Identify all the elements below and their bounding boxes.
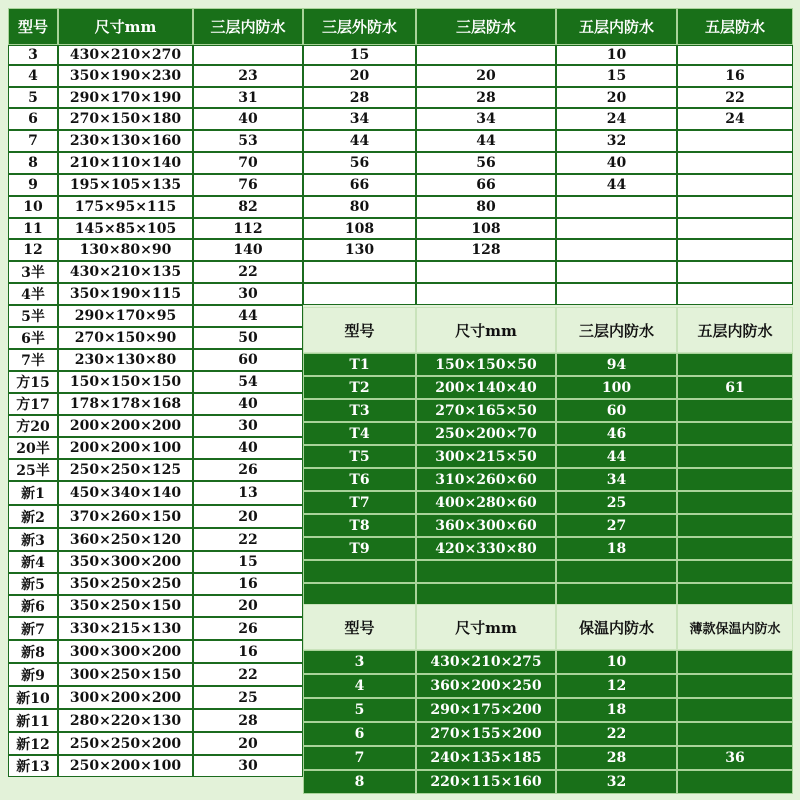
- main-cell-five-layer: [677, 174, 793, 196]
- main-cell-size: 350×190×230: [58, 65, 193, 87]
- main-cell-size: 330×215×130: [58, 617, 193, 640]
- main-cell-model: 新3: [8, 528, 58, 551]
- main-cell-size: 290×170×190: [58, 87, 193, 108]
- main-cell-model: 5半: [8, 305, 58, 327]
- main-cell-three-layer-inner: 30: [193, 415, 303, 437]
- t-table-cell-size: 400×280×60: [416, 491, 556, 514]
- main-cell-three-layer-inner: 44: [193, 305, 303, 327]
- insulated-table-cell-model: 5: [303, 698, 416, 722]
- main-cell-three-layer-outer: [303, 283, 416, 305]
- main-cell-five-layer-inner: [556, 196, 677, 218]
- main-cell-five-layer-inner: [556, 283, 677, 305]
- t-table-header-col-3: 三层内防水: [556, 307, 677, 353]
- t-table-filler-cell: [677, 560, 793, 583]
- insulated-table-cell-size: 360×200×250: [416, 674, 556, 698]
- t-table-cell-col-3: 27: [556, 514, 677, 537]
- insulated-table-header-model: 型号: [303, 604, 416, 650]
- main-cell-three-layer-inner: 53: [193, 130, 303, 152]
- main-cell-three-layer-inner: 70: [193, 152, 303, 174]
- t-table-filler-cell: [677, 583, 793, 606]
- insulated-table-cell-col-3: 12: [556, 674, 677, 698]
- main-cell-model: 9: [8, 174, 58, 196]
- main-cell-size: 270×150×90: [58, 327, 193, 349]
- main-cell-model: 新5: [8, 573, 58, 595]
- main-cell-size: 290×170×95: [58, 305, 193, 327]
- main-cell-five-layer: 22: [677, 87, 793, 108]
- t-table-cell-col-3: 60: [556, 399, 677, 422]
- main-cell-model: 5: [8, 87, 58, 108]
- main-cell-three-layer-inner: 15: [193, 551, 303, 573]
- main-cell-model: 新11: [8, 709, 58, 732]
- t-table-cell-col-3: 44: [556, 445, 677, 468]
- t-table-cell-col-3: 34: [556, 468, 677, 491]
- main-cell-size: 450×340×140: [58, 481, 193, 505]
- main-header-three-layer-outer: 三层外防水: [303, 8, 416, 45]
- main-cell-model: 6半: [8, 327, 58, 349]
- t-table-cell-size: 420×330×80: [416, 537, 556, 560]
- t-table-filler-cell: [416, 583, 556, 606]
- main-cell-size: 350×300×200: [58, 551, 193, 573]
- main-cell-model: 6: [8, 108, 58, 130]
- main-header-model: 型号: [8, 8, 58, 45]
- insulated-table-cell-col-3: 10: [556, 650, 677, 674]
- t-table-cell-model: T5: [303, 445, 416, 468]
- main-cell-three-layer-inner: 40: [193, 437, 303, 459]
- t-table-cell-col-3: 94: [556, 353, 677, 376]
- main-cell-five-layer: [677, 130, 793, 152]
- t-table-filler-cell: [556, 560, 677, 583]
- t-table-cell-col-4: 61: [677, 376, 793, 399]
- main-cell-size: 350×250×150: [58, 595, 193, 617]
- main-cell-five-layer: [677, 45, 793, 65]
- main-cell-size: 270×150×180: [58, 108, 193, 130]
- main-cell-five-layer: 16: [677, 65, 793, 87]
- insulated-table-cell-size: 270×155×200: [416, 722, 556, 746]
- main-cell-three-layer-outer: 108: [303, 218, 416, 239]
- main-cell-three-layer-inner: 40: [193, 393, 303, 415]
- main-cell-three-layer-inner: 112: [193, 218, 303, 239]
- main-header-five-layer-inner: 五层内防水: [556, 8, 677, 45]
- insulated-table-cell-col-4: [677, 698, 793, 722]
- main-cell-model: 新13: [8, 755, 58, 777]
- main-cell-three-layer-inner: 20: [193, 732, 303, 755]
- main-cell-three-layer-inner: 13: [193, 481, 303, 505]
- t-table-filler-cell: [303, 560, 416, 583]
- main-cell-five-layer-inner: [556, 261, 677, 283]
- t-table-cell-col-4: [677, 514, 793, 537]
- main-cell-size: 350×250×250: [58, 573, 193, 595]
- t-table-cell-col-3: 46: [556, 422, 677, 445]
- main-cell-three-layer-inner: 22: [193, 528, 303, 551]
- main-cell-three-layer-outer: 20: [303, 65, 416, 87]
- main-cell-five-layer-inner: 10: [556, 45, 677, 65]
- main-cell-size: 300×250×150: [58, 663, 193, 686]
- t-table-cell-model: T2: [303, 376, 416, 399]
- main-cell-three-layer-outer: 28: [303, 87, 416, 108]
- main-cell-three-layer-inner: 50: [193, 327, 303, 349]
- main-cell-three-layer-inner: 140: [193, 239, 303, 261]
- main-header-three-layer-inner: 三层内防水: [193, 8, 303, 45]
- main-cell-model: 3: [8, 45, 58, 65]
- main-cell-model: 新9: [8, 663, 58, 686]
- main-header-three-layer: 三层防水: [416, 8, 556, 45]
- main-cell-size: 350×190×115: [58, 283, 193, 305]
- main-cell-size: 130×80×90: [58, 239, 193, 261]
- t-table-cell-col-4: [677, 353, 793, 376]
- insulated-table-cell-col-4: [677, 674, 793, 698]
- main-cell-three-layer-inner: 76: [193, 174, 303, 196]
- t-table-header-model: 型号: [303, 307, 416, 353]
- t-table-cell-size: 150×150×50: [416, 353, 556, 376]
- t-table-cell-model: T4: [303, 422, 416, 445]
- t-table-filler-cell: [556, 583, 677, 606]
- main-cell-model: 7半: [8, 349, 58, 371]
- main-cell-model: 4半: [8, 283, 58, 305]
- main-cell-model: 新10: [8, 686, 58, 709]
- insulated-table-cell-col-4: [677, 722, 793, 746]
- main-cell-size: 195×105×135: [58, 174, 193, 196]
- main-cell-five-layer-inner: 40: [556, 152, 677, 174]
- main-cell-three-layer: [416, 261, 556, 283]
- t-table-cell-col-4: [677, 537, 793, 560]
- main-cell-three-layer: 66: [416, 174, 556, 196]
- main-cell-model: 新4: [8, 551, 58, 573]
- main-cell-three-layer-inner: 26: [193, 459, 303, 481]
- main-cell-five-layer-inner: [556, 218, 677, 239]
- main-cell-size: 210×110×140: [58, 152, 193, 174]
- main-cell-size: 360×250×120: [58, 528, 193, 551]
- main-cell-three-layer-inner: 54: [193, 371, 303, 393]
- t-table-cell-size: 310×260×60: [416, 468, 556, 491]
- insulated-table-cell-model: 4: [303, 674, 416, 698]
- main-cell-three-layer-outer: 44: [303, 130, 416, 152]
- main-cell-three-layer-inner: 16: [193, 573, 303, 595]
- main-cell-three-layer-outer: 80: [303, 196, 416, 218]
- main-cell-three-layer: 128: [416, 239, 556, 261]
- t-table-cell-col-3: 100: [556, 376, 677, 399]
- main-cell-three-layer-inner: 40: [193, 108, 303, 130]
- t-table-cell-model: T3: [303, 399, 416, 422]
- main-cell-three-layer-inner: 30: [193, 755, 303, 777]
- t-table-cell-size: 250×200×70: [416, 422, 556, 445]
- main-cell-model: 4: [8, 65, 58, 87]
- main-cell-five-layer-inner: 20: [556, 87, 677, 108]
- insulated-table-cell-col-3: 32: [556, 770, 677, 794]
- insulated-table-cell-model: 6: [303, 722, 416, 746]
- main-cell-size: 430×210×270: [58, 45, 193, 65]
- insulated-table-cell-size: 240×135×185: [416, 746, 556, 770]
- insulated-table-cell-col-3: 22: [556, 722, 677, 746]
- main-cell-model: 新7: [8, 617, 58, 640]
- main-cell-model: 新8: [8, 640, 58, 663]
- main-cell-three-layer: 44: [416, 130, 556, 152]
- t-table-cell-size: 300×215×50: [416, 445, 556, 468]
- main-cell-size: 250×250×200: [58, 732, 193, 755]
- t-table-cell-model: T8: [303, 514, 416, 537]
- main-cell-model: 新2: [8, 505, 58, 528]
- main-cell-size: 175×95×115: [58, 196, 193, 218]
- main-cell-size: 250×250×125: [58, 459, 193, 481]
- main-cell-model: 10: [8, 196, 58, 218]
- insulated-table-cell-model: 3: [303, 650, 416, 674]
- main-cell-five-layer-inner: 44: [556, 174, 677, 196]
- main-cell-model: 方17: [8, 393, 58, 415]
- main-cell-model: 新6: [8, 595, 58, 617]
- main-cell-size: 230×130×160: [58, 130, 193, 152]
- main-cell-size: 370×260×150: [58, 505, 193, 528]
- main-cell-size: 200×200×200: [58, 415, 193, 437]
- main-cell-three-layer-outer: 130: [303, 239, 416, 261]
- insulated-table-header-col-4: 薄款保温内防水: [677, 604, 793, 650]
- main-cell-size: 150×150×150: [58, 371, 193, 393]
- main-cell-size: 280×220×130: [58, 709, 193, 732]
- main-cell-three-layer-inner: [193, 45, 303, 65]
- main-cell-size: 250×200×100: [58, 755, 193, 777]
- insulated-table-header-col-3: 保温内防水: [556, 604, 677, 650]
- main-cell-five-layer: [677, 283, 793, 305]
- insulated-table-cell-size: 290×175×200: [416, 698, 556, 722]
- main-cell-five-layer: [677, 152, 793, 174]
- main-cell-three-layer-inner: 30: [193, 283, 303, 305]
- insulated-table-cell-col-4: [677, 770, 793, 794]
- main-cell-model: 11: [8, 218, 58, 239]
- main-cell-three-layer-inner: 25: [193, 686, 303, 709]
- insulated-table-cell-col-3: 18: [556, 698, 677, 722]
- t-table-filler-cell: [416, 560, 556, 583]
- main-cell-three-layer: [416, 45, 556, 65]
- t-table-cell-model: T9: [303, 537, 416, 560]
- t-table-cell-model: T7: [303, 491, 416, 514]
- main-cell-three-layer-outer: 56: [303, 152, 416, 174]
- main-cell-three-layer: 56: [416, 152, 556, 174]
- main-cell-three-layer-inner: 20: [193, 595, 303, 617]
- insulated-table-cell-col-4: 36: [677, 746, 793, 770]
- main-cell-size: 178×178×168: [58, 393, 193, 415]
- main-cell-size: 230×130×80: [58, 349, 193, 371]
- main-cell-three-layer-outer: 15: [303, 45, 416, 65]
- main-cell-three-layer-outer: 34: [303, 108, 416, 130]
- main-cell-three-layer-inner: 22: [193, 663, 303, 686]
- main-cell-three-layer-inner: 60: [193, 349, 303, 371]
- main-cell-five-layer: 24: [677, 108, 793, 130]
- insulated-table-cell-size: 220×115×160: [416, 770, 556, 794]
- t-table-cell-model: T6: [303, 468, 416, 491]
- main-cell-three-layer-outer: [303, 261, 416, 283]
- t-table-cell-size: 360×300×60: [416, 514, 556, 537]
- t-table-cell-col-4: [677, 399, 793, 422]
- main-cell-model: 7: [8, 130, 58, 152]
- main-cell-model: 方20: [8, 415, 58, 437]
- main-cell-three-layer-inner: 28: [193, 709, 303, 732]
- main-header-five-layer: 五层防水: [677, 8, 793, 45]
- main-cell-five-layer: [677, 196, 793, 218]
- insulated-table-cell-size: 430×210×275: [416, 650, 556, 674]
- main-cell-three-layer-outer: 66: [303, 174, 416, 196]
- main-cell-size: 300×200×200: [58, 686, 193, 709]
- main-cell-five-layer: [677, 218, 793, 239]
- t-table-cell-model: T1: [303, 353, 416, 376]
- main-cell-model: 3半: [8, 261, 58, 283]
- main-cell-model: 新1: [8, 481, 58, 505]
- main-cell-three-layer: 20: [416, 65, 556, 87]
- main-cell-model: 8: [8, 152, 58, 174]
- main-cell-model: 25半: [8, 459, 58, 481]
- t-table-filler-cell: [303, 583, 416, 606]
- main-cell-three-layer-inner: 26: [193, 617, 303, 640]
- main-cell-size: 300×300×200: [58, 640, 193, 663]
- main-cell-model: 12: [8, 239, 58, 261]
- main-cell-five-layer: [677, 261, 793, 283]
- insulated-table-cell-col-3: 28: [556, 746, 677, 770]
- insulated-table-header-size: 尺寸mm: [416, 604, 556, 650]
- t-table-cell-col-3: 25: [556, 491, 677, 514]
- main-cell-model: 20半: [8, 437, 58, 459]
- main-cell-three-layer-inner: 20: [193, 505, 303, 528]
- main-cell-five-layer: [677, 239, 793, 261]
- main-cell-five-layer-inner: [556, 239, 677, 261]
- insulated-table-cell-model: 7: [303, 746, 416, 770]
- insulated-table-cell-model: 8: [303, 770, 416, 794]
- t-table-cell-col-3: 18: [556, 537, 677, 560]
- t-table-header-col-4: 五层内防水: [677, 307, 793, 353]
- main-cell-three-layer: 80: [416, 196, 556, 218]
- main-header-size: 尺寸mm: [58, 8, 193, 45]
- main-cell-three-layer-inner: 23: [193, 65, 303, 87]
- main-cell-three-layer: 34: [416, 108, 556, 130]
- main-cell-three-layer-inner: 31: [193, 87, 303, 108]
- main-cell-size: 430×210×135: [58, 261, 193, 283]
- t-table-header-size: 尺寸mm: [416, 307, 556, 353]
- main-cell-three-layer: [416, 283, 556, 305]
- main-cell-size: 200×200×100: [58, 437, 193, 459]
- main-cell-three-layer-inner: 22: [193, 261, 303, 283]
- main-cell-three-layer: 28: [416, 87, 556, 108]
- t-table-cell-col-4: [677, 468, 793, 491]
- main-cell-five-layer-inner: 32: [556, 130, 677, 152]
- main-cell-model: 新12: [8, 732, 58, 755]
- main-cell-five-layer-inner: 15: [556, 65, 677, 87]
- t-table-cell-col-4: [677, 445, 793, 468]
- t-table-cell-size: 270×165×50: [416, 399, 556, 422]
- t-table-cell-col-4: [677, 491, 793, 514]
- main-cell-three-layer-inner: 16: [193, 640, 303, 663]
- main-cell-three-layer: 108: [416, 218, 556, 239]
- main-cell-model: 方15: [8, 371, 58, 393]
- main-cell-size: 145×85×105: [58, 218, 193, 239]
- t-table-cell-size: 200×140×40: [416, 376, 556, 399]
- insulated-table-cell-col-4: [677, 650, 793, 674]
- main-cell-three-layer-inner: 82: [193, 196, 303, 218]
- main-cell-five-layer-inner: 24: [556, 108, 677, 130]
- t-table-cell-col-4: [677, 422, 793, 445]
